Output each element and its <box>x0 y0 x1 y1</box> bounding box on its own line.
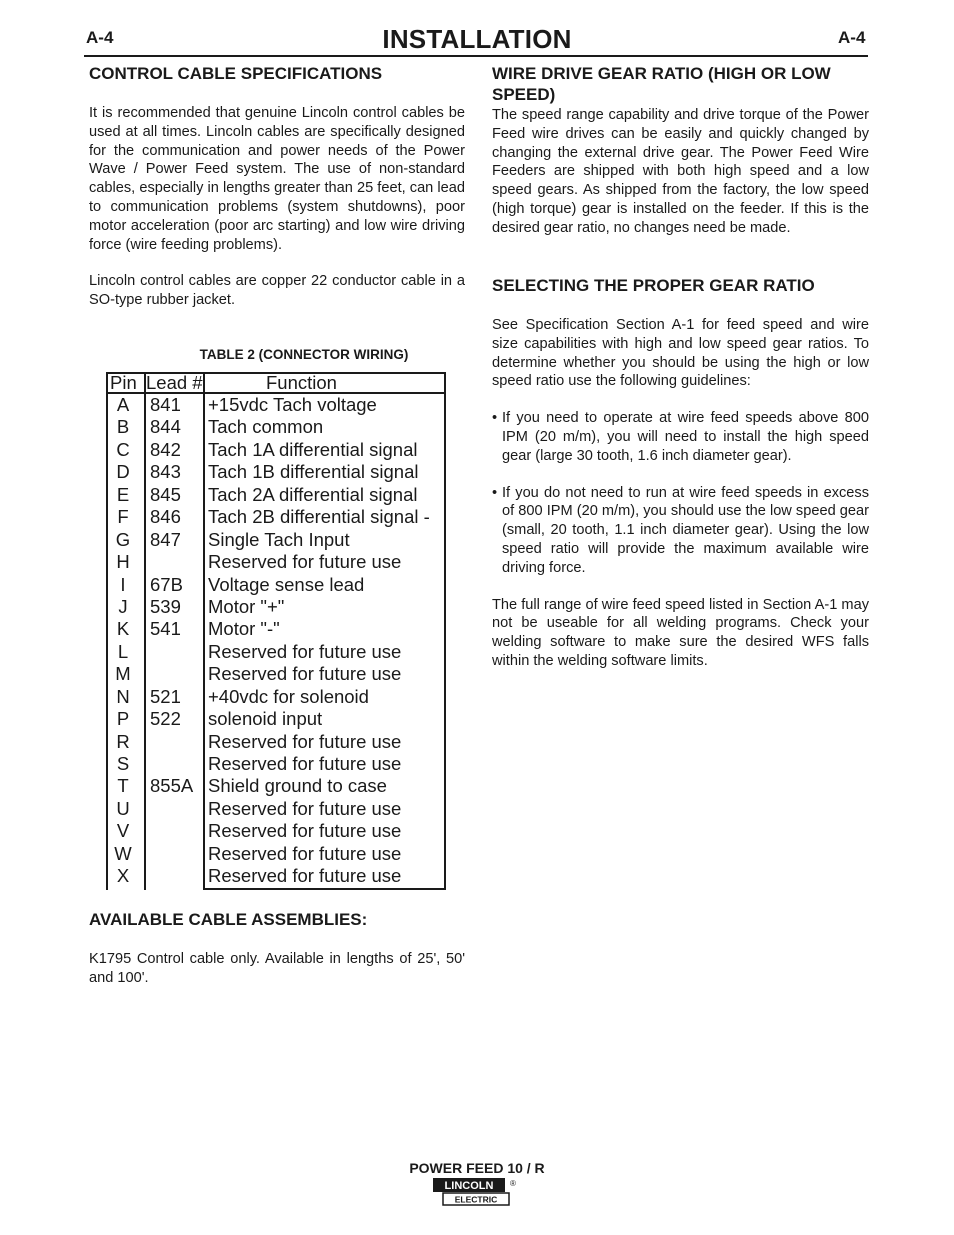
pin-cell: D <box>116 461 130 483</box>
pin-cell: J <box>118 595 128 617</box>
lead-cell: 841 <box>150 394 181 415</box>
function-cell: Voltage sense lead <box>208 573 365 595</box>
table-caption: TABLE 2 (CONNECTOR WIRING) <box>199 347 409 362</box>
lead-cell: 842 <box>150 438 181 460</box>
table-row <box>106 731 446 753</box>
table-row <box>106 529 446 551</box>
table-header-lead: Lead # <box>146 372 203 393</box>
lead-cell: 539 <box>150 595 181 617</box>
control-cable-heading: CONTROL CABLE SPECIFICATIONS <box>89 64 383 83</box>
pin-cell: L <box>117 640 129 662</box>
table-row <box>106 775 446 797</box>
lead-cell: 855A <box>150 775 194 797</box>
gear-ratio-heading: WIRE DRIVE GEAR RATIO (HIGH OR LOW SPEED) <box>492 64 831 104</box>
table-header-function: Function <box>266 372 337 393</box>
table-row <box>106 596 446 618</box>
function-cell: Tach 2B differential signal - <box>208 506 430 528</box>
table-bottom-border <box>203 888 444 890</box>
table-row <box>106 461 446 483</box>
logo-lincoln-text: LINCOLN <box>444 1180 494 1192</box>
page-number-right: A-4 <box>838 28 866 47</box>
function-cell: Reserved for future use <box>208 753 402 774</box>
control-cable-paragraph-1: It is recommended that genuine Lincoln control cables be used at all times. Lincoln cables are specifically designed for the communication and power needs of the Power Wave / Power Feed system. The use of non-standard cables, especially in lengths greater than 25 feet, can lead to communication problems (system shutdowns), poor motor acceleration (poor arc starting) and low wire driving force (wire feeding problems). <box>89 105 465 253</box>
pin-cell: M <box>115 663 131 685</box>
lincoln-electric-logo <box>433 1177 519 1207</box>
pin-cell: I <box>120 573 126 595</box>
header-rule <box>84 55 868 57</box>
guideline-bullet-2 <box>492 484 869 578</box>
pin-cell: E <box>116 483 130 505</box>
footer-model-name: POWER FEED 10 / R <box>409 1160 545 1176</box>
function-cell: Reserved for future use <box>208 663 402 685</box>
pin-cell: S <box>116 753 130 774</box>
selecting-intro: See Specification Section A-1 for feed speed and wire size capabilities with high and low speed gear ratios. To determine whether you should be using the high or low speed ratio use the following guidelines: <box>492 317 869 390</box>
function-cell: +40vdc for solenoid <box>208 685 369 707</box>
function-cell: Reserved for future use <box>208 551 402 573</box>
gear-ratio-text: The speed range capability and drive torque of the Power Feed wire drives can be easily and quickly changed by changing the external drive gear. The Power Feed Wire Feeders are shipped with both high speed and a low speed gears. As shipped from the factory, the low speed (high torque) gear is installed on the feeder. If this is the desired gear ratio, no changes need be made. <box>492 107 869 236</box>
pin-cell: T <box>117 775 129 797</box>
function-cell: Tach 1A differential signal <box>208 438 418 460</box>
connector-wiring-table <box>106 372 446 890</box>
lead-cell: 843 <box>150 461 181 483</box>
function-cell: Shield ground to case <box>208 775 387 797</box>
bullet-text: If you do not need to run at wire feed speeds in excess of 800 IPM (20 m/m), you should use the low speed gear (small, 20 tooth, 1.1 inch diameter gear). Using the low speed ratio will provide the maximum available wire driving force. <box>502 484 869 576</box>
pin-cell: W <box>114 842 132 864</box>
lead-cell: 845 <box>150 483 181 505</box>
function-cell: Tach 1B differential signal <box>208 461 419 483</box>
pin-cell: F <box>117 506 129 528</box>
table-row <box>106 506 446 528</box>
table-row <box>106 641 446 663</box>
table-header-pin: Pin <box>110 372 137 393</box>
bullet-dot: • <box>492 410 498 427</box>
function-cell: Tach common <box>208 416 324 438</box>
pin-cell: V <box>116 820 130 842</box>
table-row <box>106 798 446 820</box>
lead-cell: 846 <box>150 506 181 528</box>
table-row <box>106 484 446 506</box>
function-cell: solenoid input <box>208 708 323 730</box>
table-row <box>106 686 446 708</box>
function-cell: Reserved for future use <box>208 640 402 662</box>
lead-cell: 844 <box>150 416 181 438</box>
table-row <box>106 416 446 438</box>
lead-cell: 522 <box>150 708 181 730</box>
page-title: INSTALLATION <box>382 24 572 54</box>
table-row <box>106 843 446 865</box>
function-cell: +15vdc Tach voltage <box>208 394 377 415</box>
pin-cell: H <box>116 551 130 573</box>
table-row <box>106 820 446 842</box>
lead-cell: 847 <box>150 528 181 550</box>
logo-electric-text: ELECTRIC <box>454 1194 498 1205</box>
function-cell: Reserved for future use <box>208 865 402 887</box>
table-row <box>106 574 446 596</box>
cable-assemblies-text: K1795 Control cable only. Available in lengths of 25', 50' and 100'. <box>89 951 465 986</box>
table-row <box>106 618 446 640</box>
lead-cell: 521 <box>150 685 181 707</box>
table-row <box>106 394 446 416</box>
function-cell: Single Tach Input <box>208 528 350 550</box>
pin-cell: P <box>116 708 130 730</box>
table-row <box>106 663 446 685</box>
pin-cell: R <box>116 730 130 752</box>
logo-registered-mark: ® <box>510 1179 516 1188</box>
function-cell: Reserved for future use <box>208 842 402 864</box>
table-row <box>106 439 446 461</box>
function-cell: Reserved for future use <box>208 820 402 842</box>
table-body <box>106 394 446 888</box>
pin-cell: N <box>116 685 130 707</box>
function-cell: Reserved for future use <box>208 730 402 752</box>
pin-cell: C <box>116 438 130 460</box>
pin-cell: X <box>116 865 130 887</box>
table-row <box>106 708 446 730</box>
selecting-closing: The full range of wire feed speed listed in Section A-1 may not be useable for all welding programs. Check your welding software to make sure the desired WFS falls within the welding software limits. <box>492 596 869 669</box>
bullet-dot: • <box>492 484 498 501</box>
cable-assemblies-heading: AVAILABLE CABLE ASSEMBLIES: <box>89 910 368 929</box>
control-cable-section <box>89 104 465 310</box>
function-cell: Motor "+" <box>208 595 285 617</box>
guideline-bullet-1 <box>492 409 869 465</box>
pin-cell: K <box>116 618 130 640</box>
function-cell: Tach 2A differential signal <box>208 483 418 505</box>
lead-cell: 541 <box>150 618 181 640</box>
pin-cell: G <box>115 528 131 550</box>
function-cell: Motor "-" <box>208 618 280 640</box>
bullet-text: If you need to operate at wire feed speeds above 800 IPM (20 m/m), you will need to install the high speed gear (large 30 tooth, 1.6 inch diameter gear). <box>502 410 869 464</box>
pin-cell: A <box>116 394 130 415</box>
table-row <box>106 753 446 775</box>
page-number-left: A-4 <box>86 28 114 47</box>
pin-cell: U <box>116 797 130 819</box>
lead-cell: 67B <box>150 573 183 595</box>
selecting-gear-section <box>492 316 869 671</box>
selecting-gear-heading: SELECTING THE PROPER GEAR RATIO <box>492 276 815 295</box>
table-row <box>106 551 446 573</box>
control-cable-paragraph-2: Lincoln control cables are copper 22 conductor cable in a SO-type rubber jacket. <box>89 273 465 309</box>
table-row <box>106 865 446 887</box>
function-cell: Reserved for future use <box>208 797 402 819</box>
pin-cell: B <box>116 416 130 438</box>
